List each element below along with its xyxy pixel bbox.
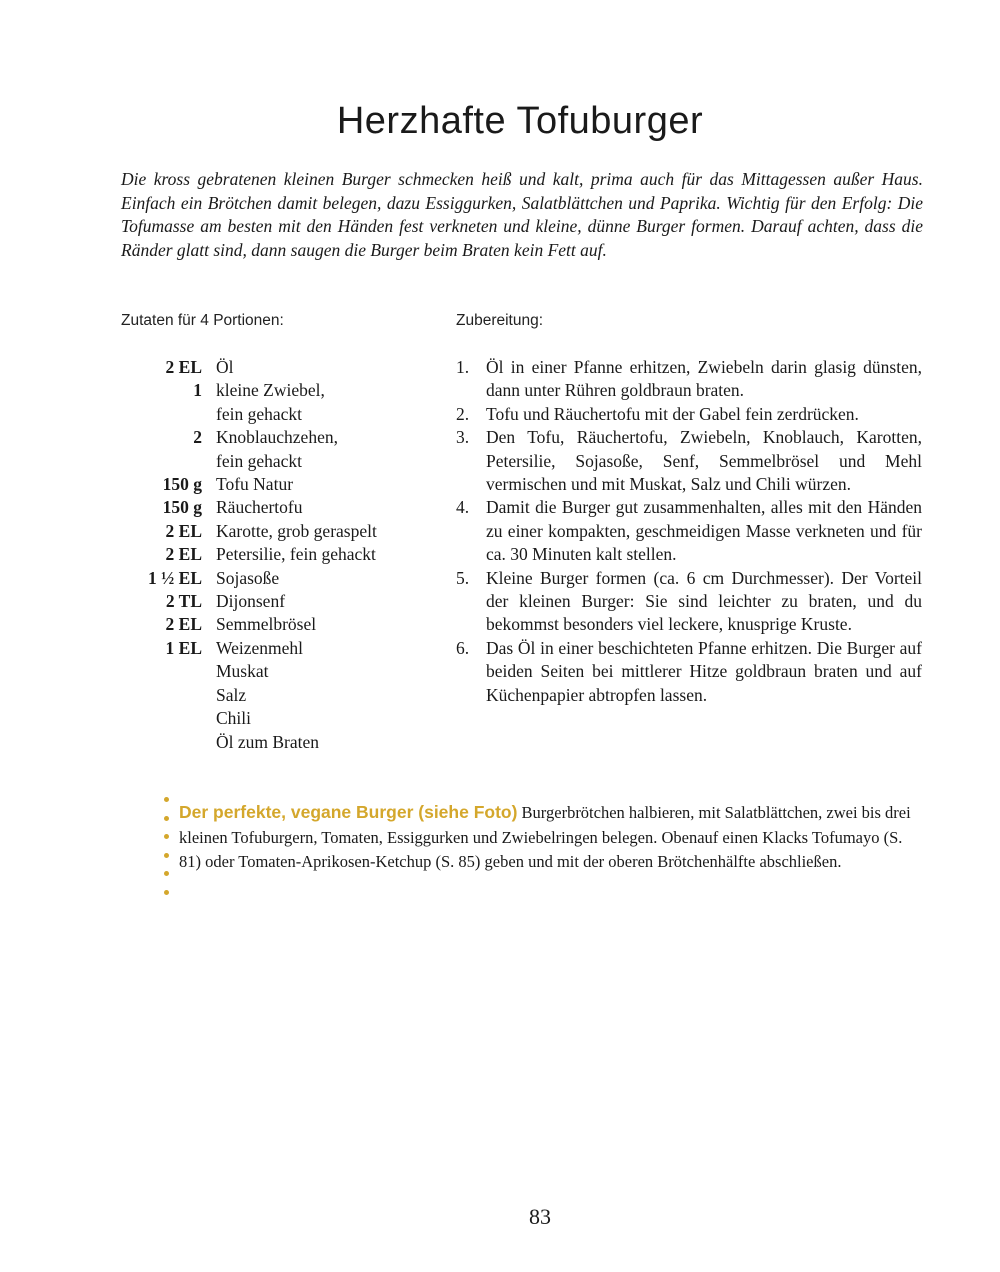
step-text: Das Öl in einer beschichteten Pfanne erhitzen. Die Burger auf beiden Seiten bei mittlerer Hitze goldbraun braten und auf Küchenpapier abtropfen lassen. (486, 637, 922, 705)
tip-dots-decoration (164, 797, 170, 895)
dot-icon (164, 871, 169, 876)
ingredient-name: Weizenmehl (216, 637, 304, 658)
ingredient-row (121, 379, 441, 402)
ingredient-row (121, 356, 441, 379)
ingredient-row (121, 543, 441, 566)
step-number: 3. (456, 427, 470, 448)
ingredient-row (121, 496, 441, 519)
ingredient-name: Salz (216, 684, 247, 705)
ingredient-quantity: 1 ½ EL (148, 567, 202, 588)
ingredient-name: Räuchertofu (216, 497, 303, 518)
page-number: 83 (529, 1204, 551, 1229)
step-item (456, 426, 922, 496)
step-item (456, 356, 922, 403)
step-item (456, 496, 922, 566)
ingredient-row (121, 520, 441, 543)
ingredient-quantity (121, 660, 216, 683)
ingredient-row (121, 450, 441, 473)
ingredient-name: Petersilie, fein gehackt (216, 544, 376, 565)
step-text: Den Tofu, Räuchertofu, Zwiebeln, Knoblauch, Karotten, Petersilie, Sojasoße, Senf, Semmelbrösel und Mehl vermischen und mit Muskat, Salz und Chili würzen. (486, 427, 922, 495)
tip-box (179, 800, 925, 875)
ingredient-quantity: 2 EL (165, 520, 202, 541)
ingredient-quantity: 2 EL (165, 544, 202, 565)
step-number: 4. (456, 497, 470, 518)
ingredient-row (121, 426, 441, 449)
step-item (456, 567, 922, 637)
step-list (456, 356, 922, 707)
ingredient-name: kleine Zwiebel, (216, 380, 325, 401)
ingredient-quantity: 2 (193, 427, 202, 448)
ingredient-row (121, 613, 441, 636)
ingredient-name: fein gehackt (216, 450, 302, 471)
ingredient-quantity: 1 (193, 380, 202, 401)
ingredient-name: Öl (216, 357, 234, 377)
step-item (456, 637, 922, 707)
step-number: 2. (456, 403, 470, 424)
step-text: Damit die Burger gut zusammenhalten, alles mit den Händen zu einer kompakten, geschmeidigen Masse verkneten und für ca. 30 Minuten kalt stellen. (486, 497, 922, 565)
step-number: 5. (456, 567, 470, 588)
ingredient-row (121, 684, 441, 707)
ingredient-row (121, 590, 441, 613)
dot-icon (164, 890, 169, 895)
tip-text: Burgerbrötchen halbieren, mit Salatblättchen, zwei bis drei kleinen Tofuburgern, Tomaten, Essiggurken und Zwiebelringen belegen. Obenauf einen Klacks Tofumayo (S. 81) oder Tomaten-Aprikosen-Ketchup (S. 85) geben und mit der oberen Brötchenhälfte abschließen. (179, 803, 911, 871)
dot-icon (164, 797, 169, 802)
ingredient-name: Dijonsenf (216, 591, 286, 612)
ingredient-row (121, 731, 441, 754)
page-title: Herzhafte Tofuburger (336, 100, 704, 142)
ingredient-quantity (121, 450, 216, 473)
ingredient-quantity: 150 g (162, 474, 202, 495)
ingredient-quantity (121, 403, 216, 426)
ingredient-row (121, 637, 441, 660)
preparation-heading: Zubereitung: (456, 312, 544, 329)
ingredient-quantity: 150 g (162, 497, 202, 518)
step-number: 1. (456, 357, 470, 377)
step-text: Kleine Burger formen (ca. 6 cm Durchmesser). Der Vorteil der kleinen Burger: Sie sind leichter zu braten, und du bekommst besonders viel leckere, knusprige Kruste. (486, 567, 922, 635)
ingredient-quantity (121, 707, 216, 730)
ingredient-row (121, 403, 441, 426)
ingredient-name: Chili (216, 708, 252, 729)
ingredient-quantity: 2 EL (165, 357, 202, 377)
step-item (456, 403, 922, 426)
dot-icon (164, 853, 169, 858)
ingredient-row (121, 660, 441, 683)
tip-title: Der perfekte, vegane Burger (siehe Foto) (179, 802, 518, 822)
ingredient-row (121, 707, 441, 730)
ingredient-row (121, 473, 441, 496)
ingredient-list (121, 356, 441, 754)
step-number: 6. (456, 637, 470, 658)
ingredient-name: Muskat (216, 661, 269, 682)
ingredient-quantity: 1 EL (165, 637, 202, 658)
ingredient-name: Öl zum Braten (216, 731, 320, 752)
ingredient-quantity: 2 EL (165, 614, 202, 635)
ingredient-name: Karotte, grob geraspelt (216, 520, 377, 541)
ingredient-name: Semmelbrösel (216, 614, 317, 635)
ingredient-quantity: 2 TL (165, 591, 202, 612)
ingredient-quantity (121, 684, 216, 707)
step-text: Tofu und Räuchertofu mit der Gabel fein zerdrücken. (486, 403, 859, 424)
ingredient-row (121, 567, 441, 590)
ingredient-quantity (121, 731, 216, 754)
dot-icon (164, 816, 169, 821)
ingredient-name: fein gehackt (216, 403, 302, 424)
ingredient-name: Sojasoße (216, 567, 280, 588)
ingredient-name: Knoblauchzehen, (216, 427, 338, 448)
dot-icon (164, 834, 169, 839)
intro-text: Die kross gebratenen kleinen Burger schmecken heiß und kalt, prima auch für das Mittagessen außer Haus. Einfach ein Brötchen damit belegen, dazu Essiggurken, Salatblättchen und Paprika. Wichtig für den Erfolg: Die Tofumasse am besten mit den Händen fest verkneten und kleine, dünne Burger formen. Darauf achten, dass die Ränder glatt sind, dann saugen die Burger beim Braten kein Fett auf. (121, 169, 923, 260)
ingredients-heading: Zutaten für 4 Portionen: (121, 312, 284, 329)
step-text: Öl in einer Pfanne erhitzen, Zwiebeln darin glasig dünsten, dann unter Rühren goldbraun braten. (486, 357, 922, 401)
ingredient-name: Tofu Natur (216, 474, 294, 495)
